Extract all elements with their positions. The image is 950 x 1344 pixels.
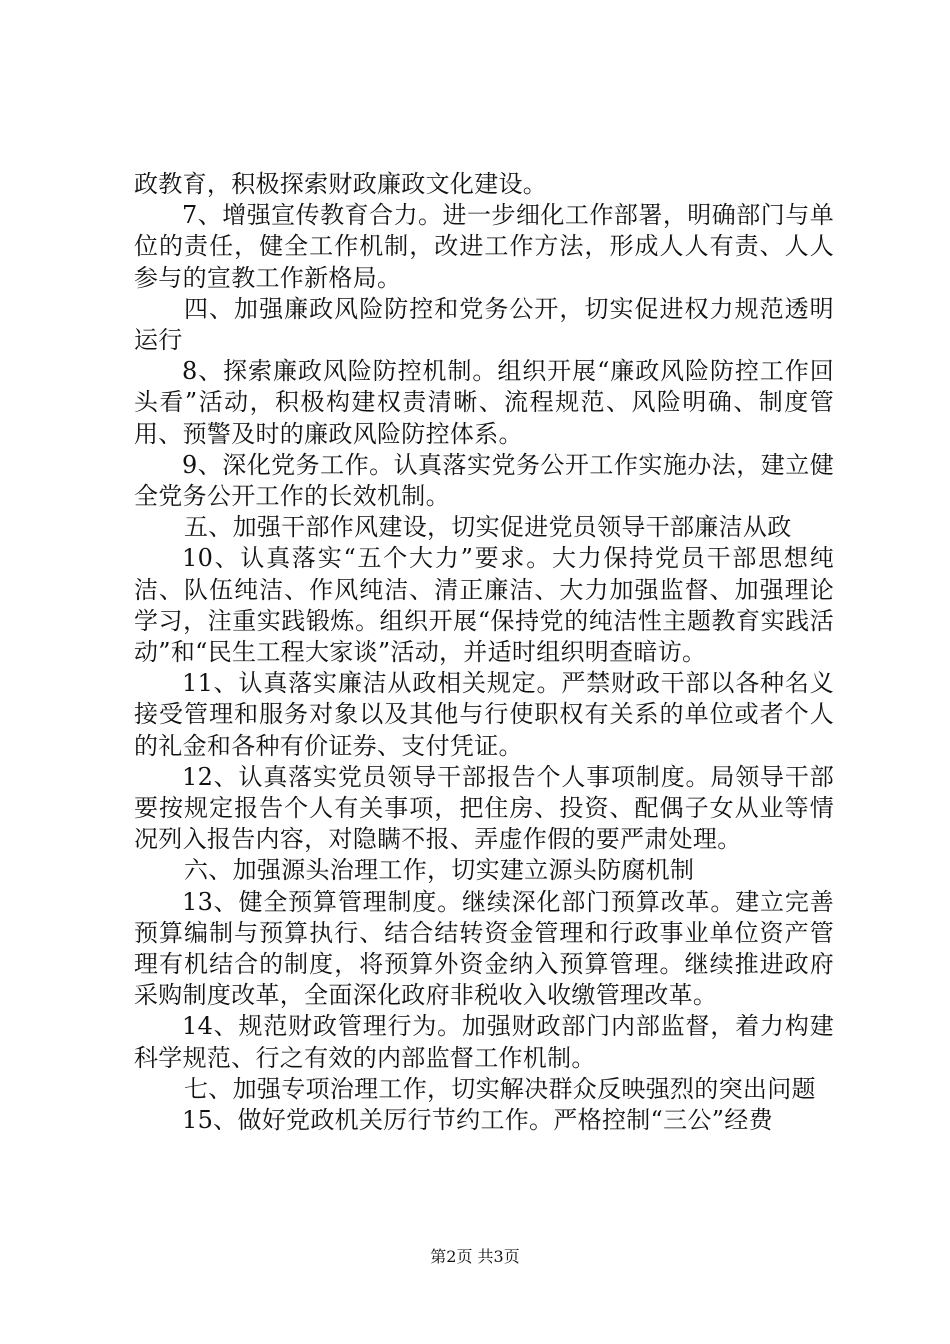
paragraph-item-13: 13、健全预算管理制度。继续深化部门预算改革。建立完善预算编制与预算执行、结合结转资金管理和行政事业单位资产管理有机结合的制度，将预算外资金纳入预算管理。继续推进政府采购制度改革，全面深化政府非税收入收缴管理改革。 [134,887,834,1010]
paragraph-item-9: 9、深化党务工作。认真落实党务公开工作实施办法，建立健全党务公开工作的长效机制。 [134,450,834,511]
paragraph-item-10: 10、认真落实“五个大力”要求。大力保持党员干部思想纯洁、队伍纯洁、作风纯洁、清正廉洁、大力加强监督、加强理论学习，注重实践锻炼。组织开展“保持党的纯洁性主题教育实践活动”和“民生工程大家谈”活动，并适时组织明查暗访。 [134,544,834,667]
section-heading-6: 六、加强源头治理工作，切实建立源头防腐机制 [184,856,695,885]
paragraph-item-14: 14、规范财政管理行为。加强财政部门内部监督，着力构建科学规范、行之有效的内部监督工作机制。 [134,1012,834,1072]
section-heading-7: 七、加强专项治理工作，切实解决群众反映强烈的突出问题 [184,1074,816,1103]
paragraph-continuation: 政教育，积极探索财政廉政文化建设。 [134,170,548,198]
paragraph-item-12: 12、认真落实党员领导干部报告个人事项制度。局领导干部要按规定报告个人有关事项，把住房、投资、配偶子女从业等情况列入报告内容，对隐瞒不报、弄虚作假的要严肃处理。 [134,762,834,854]
section-heading-4: 四、加强廉政风险防控和党务公开，切实促进权力规范透明运行 [134,294,834,355]
page-number-footer: 第2页 共3页 [430,1247,520,1266]
paragraph-item-15: 15、做好党政机关厉行节约工作。严格控制“三公”经费 [182,1106,773,1135]
paragraph-item-7: 7、增强宣传教育合力。进一步细化工作部署，明确部门与单位的责任，健全工作机制，改进工作方法，形成人人有责、人人参与的宣教工作新格局。 [134,201,834,292]
paragraph-item-11: 11、认真落实廉洁从政相关规定。严禁财政干部以各种名义接受管理和服务对象以及其他与行使职权有关系的单位或者个人的礼金和各种有价证券、支付凭证。 [134,669,834,760]
document-body [134,169,834,1136]
paragraph-item-8: 8、探索廉政风险防控机制。组织开展“廉政风险防控工作回头看”活动，积极构建权责清晰、流程规范、风险明确、制度管用、预警及时的廉政风险防控体系。 [134,357,834,448]
section-heading-5: 五、加强干部作风建设，切实促进党员领导干部廉洁从政 [184,513,792,542]
